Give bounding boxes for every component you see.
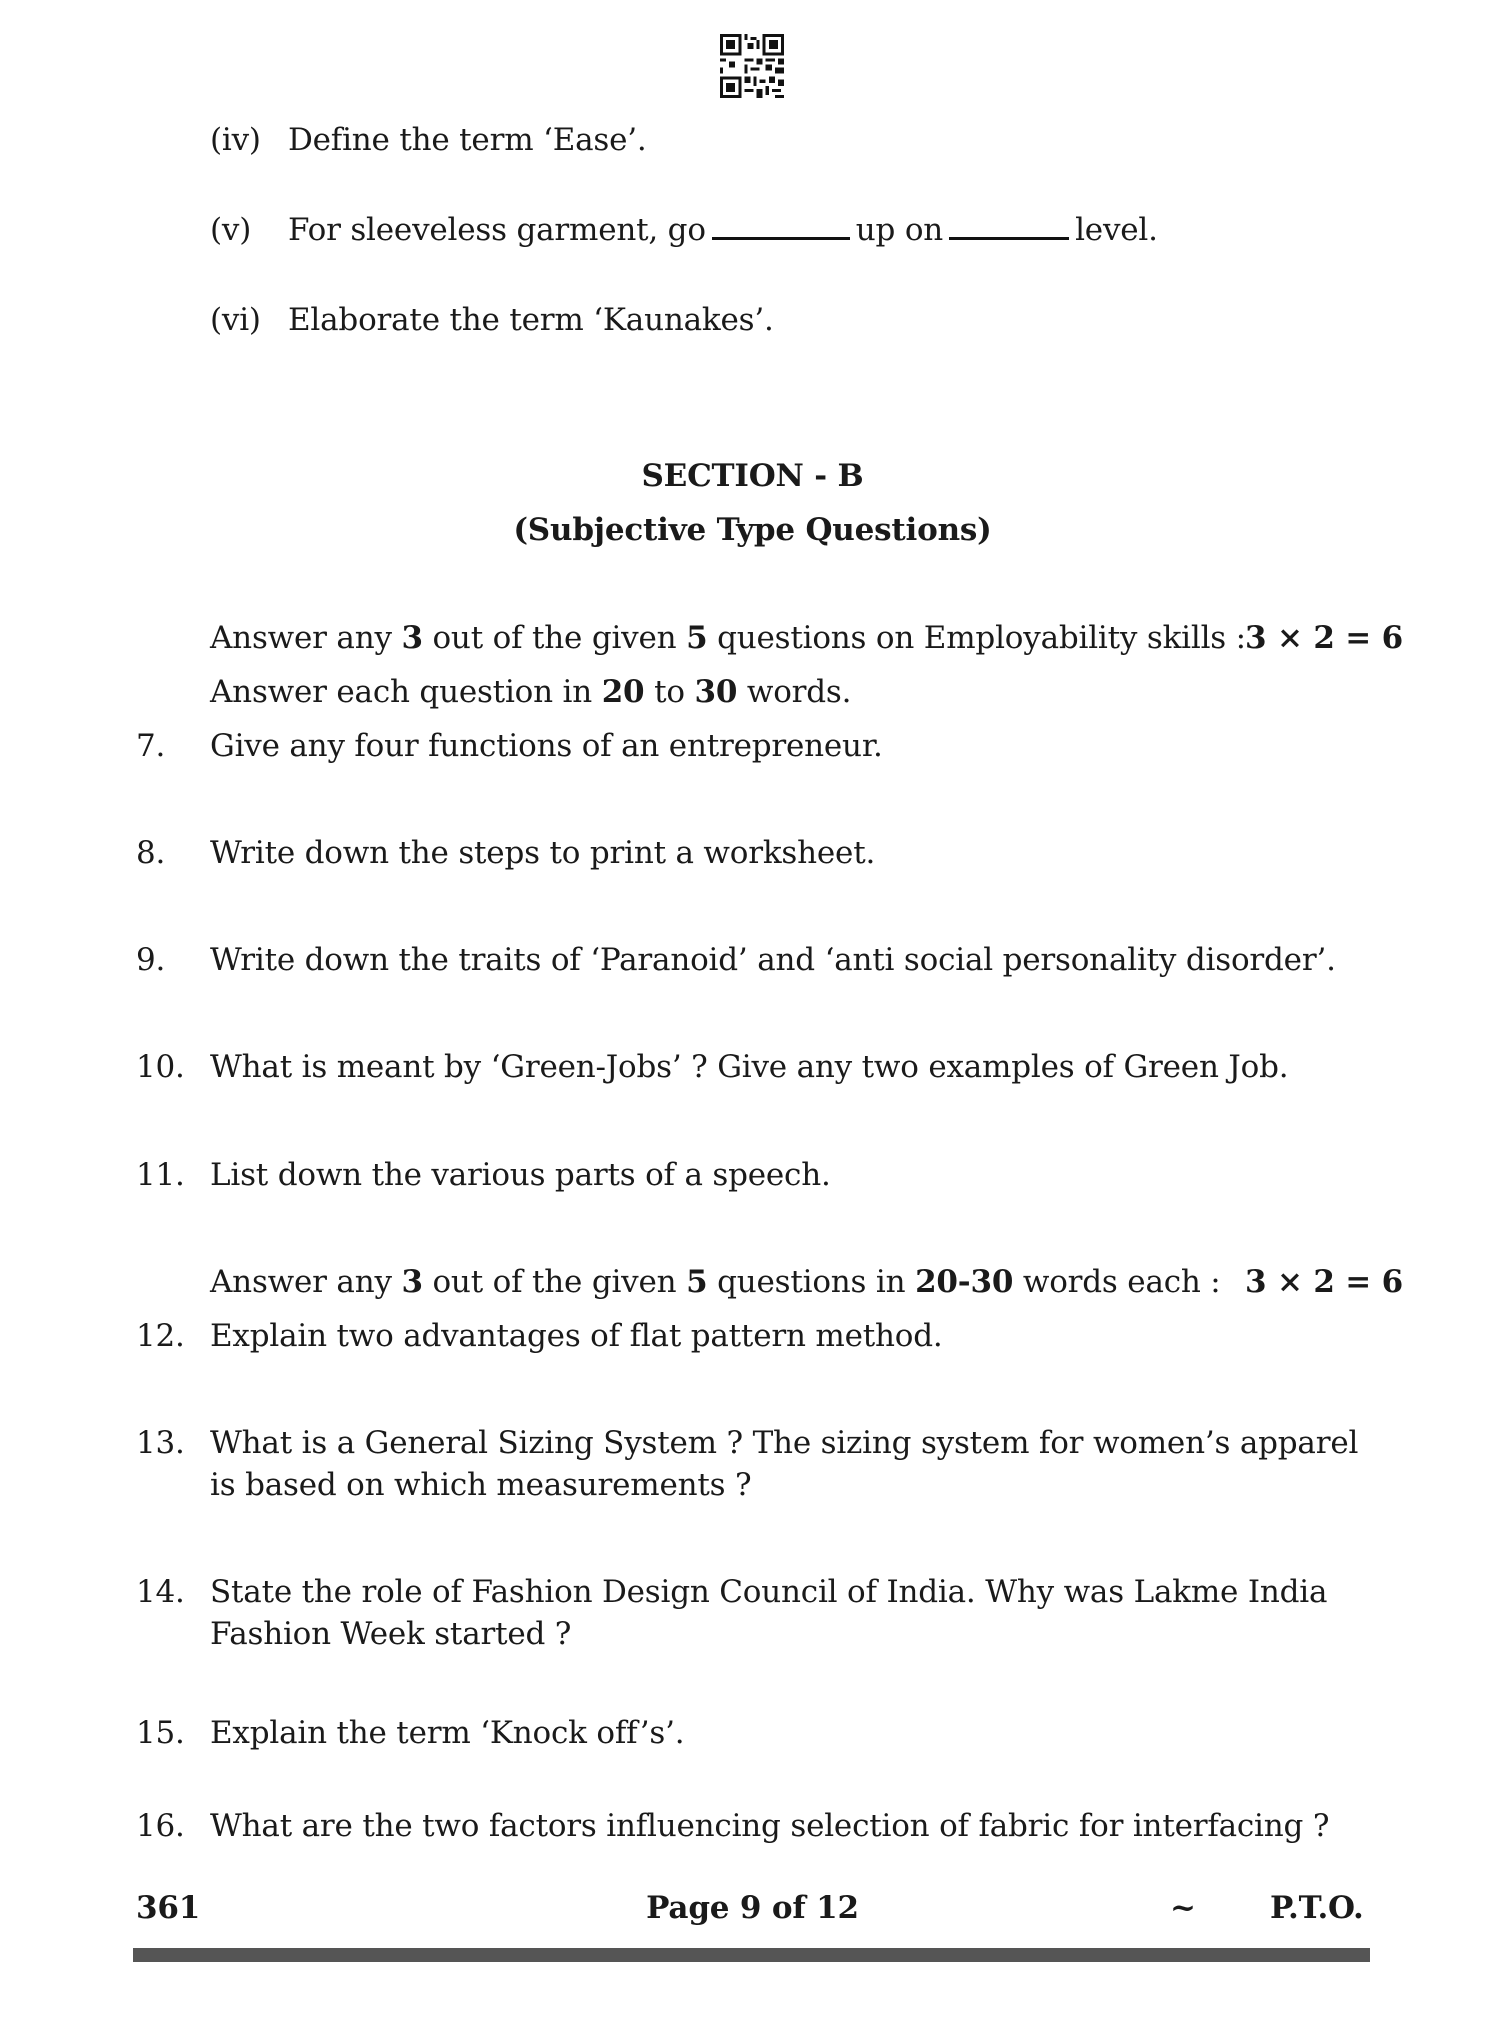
instruction-text: to xyxy=(644,674,695,710)
instruction-text: Answer each question in xyxy=(210,674,602,710)
section-title: SECTION - B xyxy=(641,458,864,494)
item-text: Elaborate the term ‘Kaunakes’. xyxy=(288,302,774,338)
question-text: What are the two factors influencing selection of fabric for interfacing ? xyxy=(210,1808,1330,1844)
item-label: (vi) xyxy=(210,302,261,338)
instruction-line xyxy=(210,674,851,710)
question-text-line: What is a General Sizing System ? The sizing system for women’s apparel xyxy=(210,1425,1359,1461)
blank-1 xyxy=(712,237,850,240)
question-number: 8. xyxy=(136,835,166,871)
question-number: 15. xyxy=(136,1715,185,1751)
item-text: Define the term ‘Ease’. xyxy=(288,122,647,158)
question-text: Explain the term ‘Knock off’s’. xyxy=(210,1715,685,1751)
question-text-line: State the role of Fashion Design Council of India. Why was Lakme India xyxy=(210,1574,1328,1610)
question-number: 11. xyxy=(136,1157,185,1193)
question-text: Explain two advantages of flat pattern method. xyxy=(210,1318,943,1354)
marks-label: 3 × 2 = 6 xyxy=(1245,620,1404,656)
question-text-line: Fashion Week started ? xyxy=(210,1616,572,1652)
question-number: 9. xyxy=(136,942,166,978)
question-number: 10. xyxy=(136,1049,185,1085)
instruction-number: 20 xyxy=(601,674,645,710)
item-text xyxy=(288,212,1158,248)
instruction-text: words each : xyxy=(1013,1264,1221,1300)
question-number: 16. xyxy=(136,1808,185,1844)
question-number: 7. xyxy=(136,728,166,764)
instruction-number: 5 xyxy=(686,620,708,656)
section-subtitle: (Subjective Type Questions) xyxy=(513,512,992,548)
instruction-text: Answer any xyxy=(210,1264,402,1300)
question-text: What is meant by ‘Green-Jobs’ ? Give any two examples of Green Job. xyxy=(210,1049,1289,1085)
question-number: 13. xyxy=(136,1425,185,1461)
tilde-mark: ~ xyxy=(1170,1890,1196,1926)
instruction-text: out of the given xyxy=(422,1264,687,1300)
text-before: For sleeveless garment, go xyxy=(288,212,706,248)
instruction-line xyxy=(210,620,1246,656)
question-number: 12. xyxy=(136,1318,185,1354)
question-text: List down the various parts of a speech. xyxy=(210,1157,831,1193)
blank-2 xyxy=(949,237,1069,240)
paper-code: 361 xyxy=(136,1890,201,1926)
question-text-line: is based on which measurements ? xyxy=(210,1467,752,1503)
question-text: Give any four functions of an entrepreneur. xyxy=(210,728,883,764)
instruction-number: 30 xyxy=(694,674,738,710)
text-middle: up on xyxy=(855,212,944,248)
instruction-text: out of the given xyxy=(422,620,687,656)
question-text: Write down the steps to print a worksheet. xyxy=(210,835,876,871)
instruction-number: 20-30 xyxy=(915,1264,1014,1300)
instruction-text: questions in xyxy=(707,1264,916,1300)
question-text: Write down the traits of ‘Paranoid’ and ‘anti social personality disorder’. xyxy=(210,942,1336,978)
item-label: (v) xyxy=(210,212,252,248)
page-number: Page 9 of 12 xyxy=(646,1890,859,1926)
instruction-number: 3 xyxy=(401,1264,423,1300)
instruction-text: questions on Employability skills : xyxy=(707,620,1246,656)
marks-label: 3 × 2 = 6 xyxy=(1245,1264,1404,1300)
item-label: (iv) xyxy=(210,122,261,158)
instruction-number: 5 xyxy=(686,1264,708,1300)
text-after: level. xyxy=(1075,212,1158,248)
instruction-text: Answer any xyxy=(210,620,402,656)
footer-divider xyxy=(133,1948,1370,1962)
qr-code-icon xyxy=(720,32,784,100)
instruction-text: words. xyxy=(737,674,852,710)
instruction-number: 3 xyxy=(401,620,423,656)
pto-label: P.T.O. xyxy=(1270,1890,1364,1926)
question-number: 14. xyxy=(136,1574,185,1610)
instruction-line xyxy=(210,1264,1221,1300)
